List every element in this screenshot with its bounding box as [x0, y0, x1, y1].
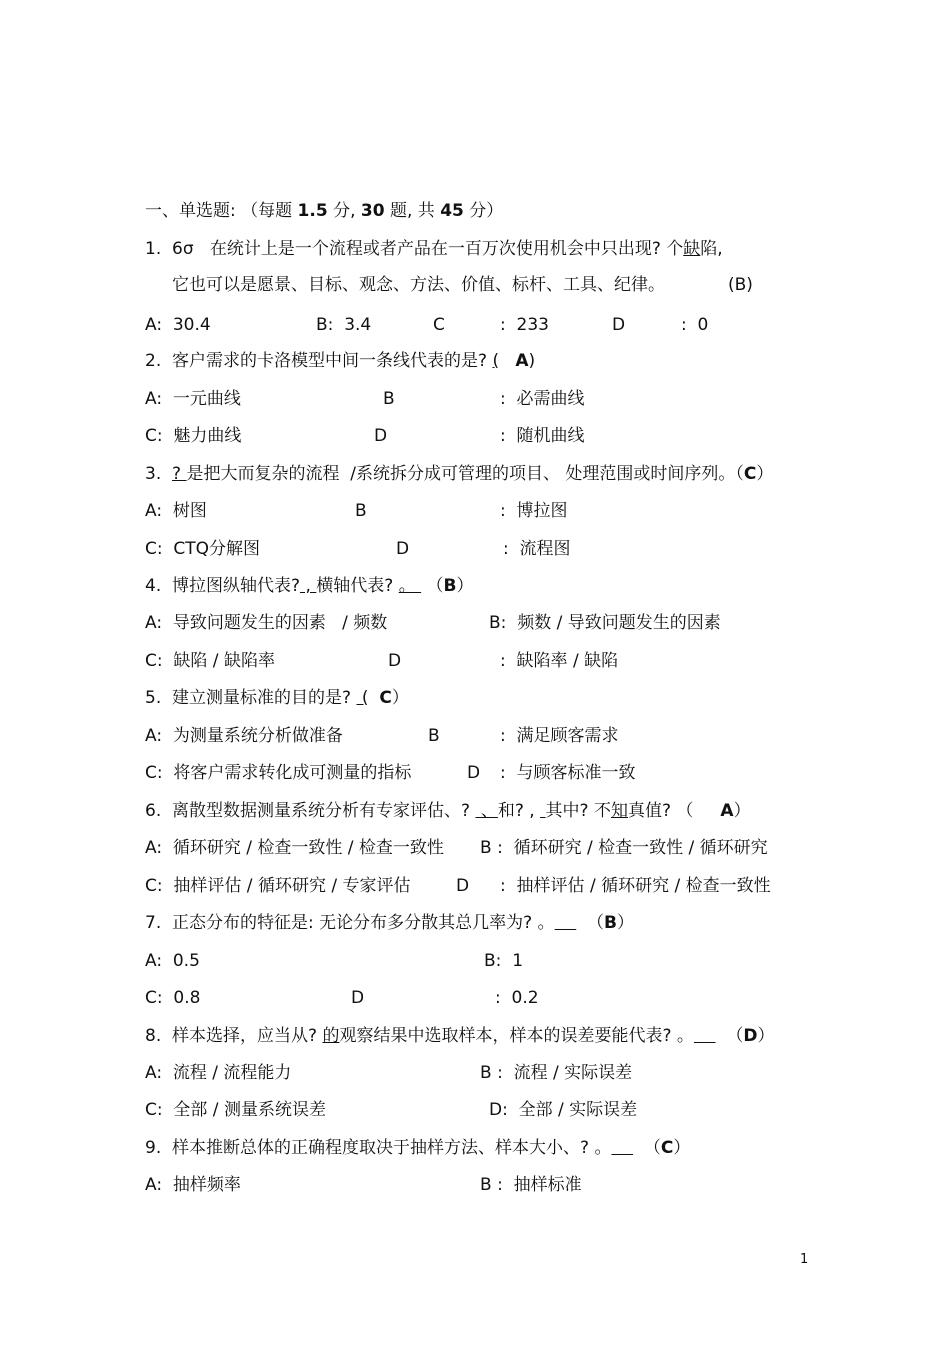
q6-option-b: B : 循环研究 / 检查一致性 / 循环研究	[480, 838, 768, 858]
q1-option-d-label: D	[612, 315, 626, 335]
q5-option-d-label: D	[467, 763, 481, 783]
q4-option-d-label: D	[388, 651, 402, 671]
q4-option-b: B: 频数 / 导致问题发生的因素	[489, 613, 721, 633]
question-7-stem: 7. 正态分布的特征是: 无论分布多分散其总几率为? 。 （B）	[145, 913, 634, 933]
q8-option-b: B : 流程 / 实际误差	[480, 1063, 633, 1083]
question-3-stem: 3. ? 是把大而复杂的流程 /系统拆分成可管理的项目、 处理范围或时间序列。（C）	[145, 464, 774, 484]
question-1-stem: 1. 6σ 在统计上是一个流程或者产品在一百万次使用机会中只出现? 个缺陷,	[145, 239, 723, 259]
q3-option-b-label: B	[355, 501, 367, 521]
q8-option-a: A: 流程 / 流程能力	[145, 1063, 292, 1083]
question-6-stem: 6. 离散型数据测量系统分析有专家评估、? 、和? , 其中? 不知真值? （ A）	[145, 801, 751, 821]
q3-option-d-label: D	[396, 539, 410, 559]
page-number: 1	[800, 1252, 809, 1267]
q1-option-c: : 233	[500, 315, 549, 335]
question-5-stem: 5. 建立测量标准的目的是? ( C）	[145, 688, 409, 708]
q3-option-b: : 博拉图	[500, 501, 568, 521]
q2-option-d-label: D	[374, 426, 388, 446]
q6-option-d-label: D	[456, 876, 470, 896]
q2-option-b-label: B	[383, 389, 395, 409]
q4-option-c: C: 缺陷 / 缺陷率	[145, 651, 275, 671]
q9-option-b: B : 抽样标准	[480, 1175, 582, 1195]
q7-option-b: B: 1	[484, 951, 524, 971]
question-2-stem: 2. 客户需求的卡洛模型中间一条线代表的是? ( A)	[145, 351, 536, 371]
q5-option-c: C: 将客户需求转化成可测量的指标	[145, 763, 412, 783]
q6-option-c: C: 抽样评估 / 循环研究 / 专家评估	[145, 876, 411, 896]
q1-option-a: A: 30.4	[145, 315, 211, 335]
q3-option-a: A: 树图	[145, 501, 207, 521]
q2-option-d: : 随机曲线	[500, 426, 585, 446]
q7-option-c: C: 0.8	[145, 988, 201, 1008]
q5-option-b-label: B	[428, 726, 440, 746]
question-4-stem: 4. 博拉图纵轴代表? , 横轴代表? 。 （B）	[145, 576, 474, 596]
q4-option-a: A: 导致问题发生的因素 / 频数	[145, 613, 388, 633]
q5-option-d: : 与顾客标准一致	[500, 763, 636, 783]
q1-option-c-label: C	[433, 315, 445, 335]
q4-option-d: : 缺陷率 / 缺陷	[500, 651, 619, 671]
q1-option-d: : 0	[681, 315, 709, 335]
q7-option-d-label: D	[351, 988, 365, 1008]
q6-option-a: A: 循环研究 / 检查一致性 / 检查一致性	[145, 838, 444, 858]
question-9-stem: 9. 样本推断总体的正确程度取决于抽样方法、样本大小、? 。 （C）	[145, 1138, 691, 1158]
q6-option-d: : 抽样评估 / 循环研究 / 检查一致性	[500, 876, 771, 896]
q3-option-c: C: CTQ分解图	[145, 539, 261, 559]
q1-option-b: B: 3.4	[316, 315, 372, 335]
q7-option-a: A: 0.5	[145, 951, 200, 971]
q8-option-c: C: 全部 / 测量系统误差	[145, 1100, 326, 1120]
q5-option-b: : 满足顾客需求	[500, 726, 619, 746]
question-1-answer: (B)	[728, 275, 753, 295]
q2-option-c: C: 魅力曲线	[145, 426, 242, 446]
q2-option-b: : 必需曲线	[500, 389, 585, 409]
q7-option-d: : 0.2	[495, 988, 539, 1008]
section-title: 一、单选题: （每题 1.5 分, 30 题, 共 45 分）	[145, 201, 504, 221]
question-1-stem-cont: 它也可以是愿景、目标、观念、方法、价值、标杆、工具、纪律。	[172, 275, 665, 295]
q8-option-d: D: 全部 / 实际误差	[489, 1100, 638, 1120]
question-8-stem: 8. 样本选择，应当从? 的观察结果中选取样本，样本的误差要能代表? 。 （D）	[145, 1026, 775, 1046]
q3-option-d: : 流程图	[503, 539, 571, 559]
q2-option-a: A: 一元曲线	[145, 389, 241, 409]
q5-option-a: A: 为测量系统分析做准备	[145, 726, 343, 746]
q9-option-a: A: 抽样频率	[145, 1175, 241, 1195]
